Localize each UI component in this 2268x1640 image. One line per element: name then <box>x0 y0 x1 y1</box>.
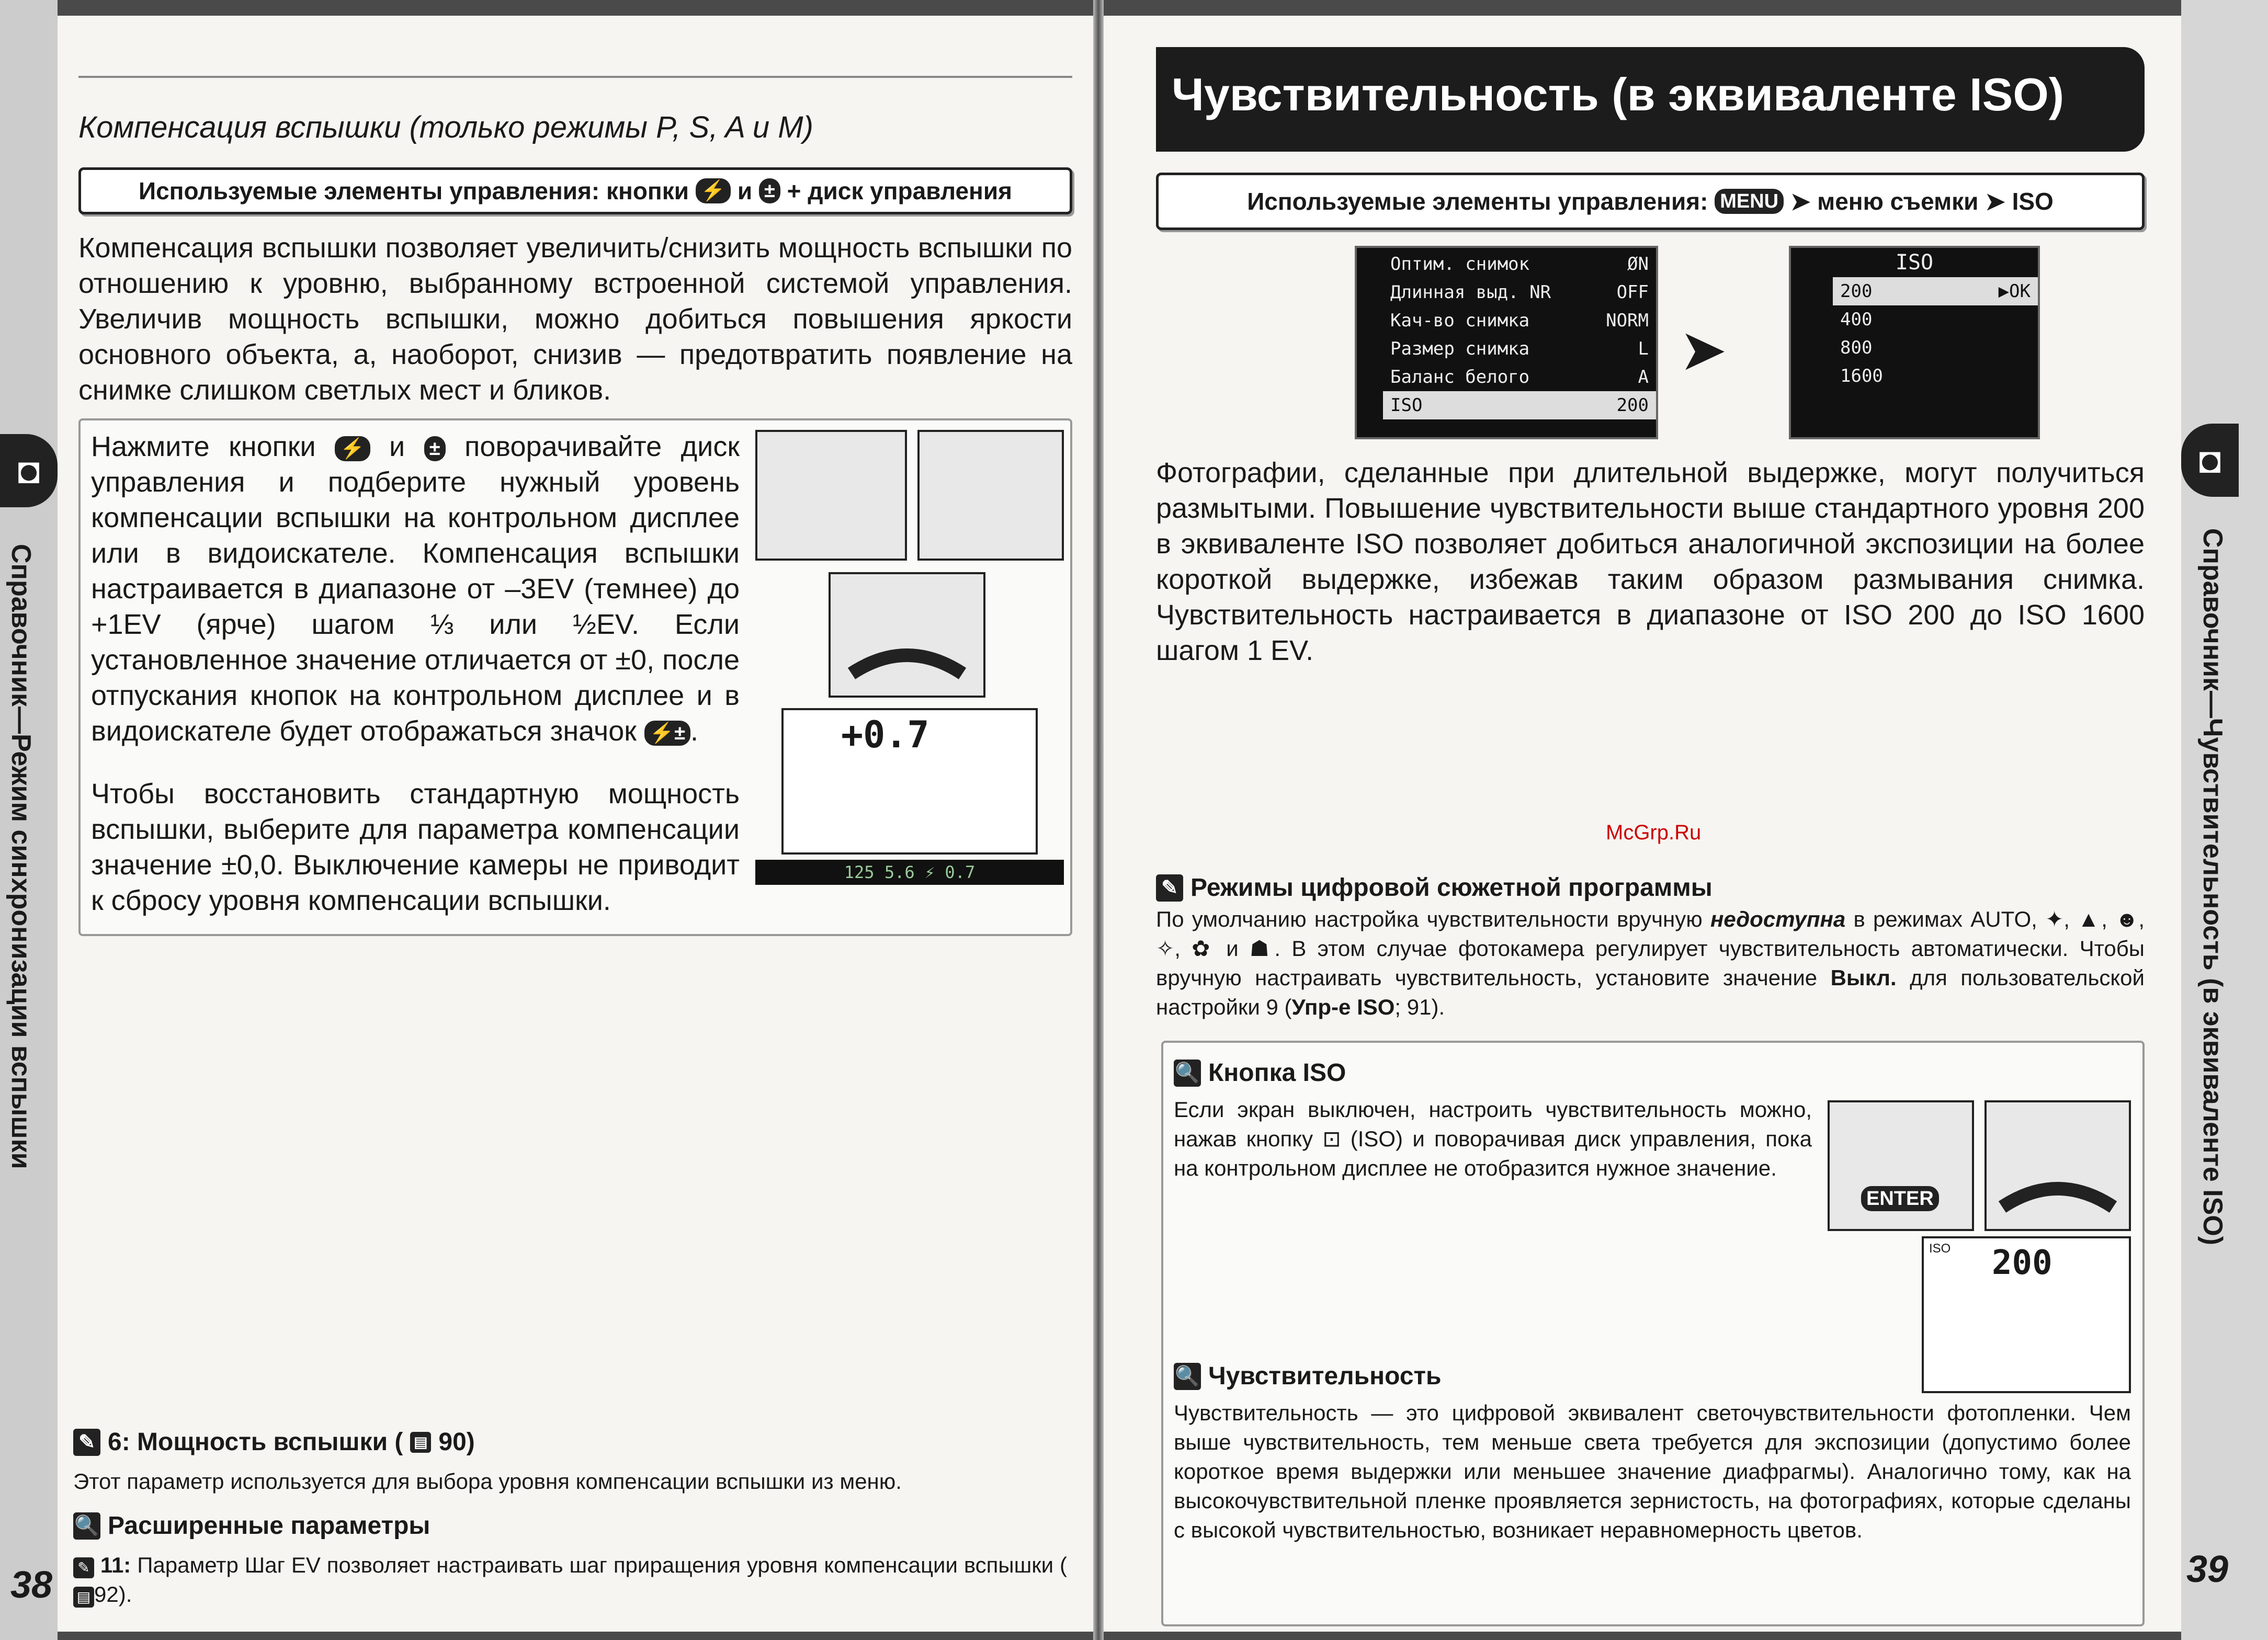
iso-option-label: 200 <box>1840 281 1873 302</box>
intro-paragraph: Компенсация вспышки позволяет увеличить/снизить мощность вспышки по отношению к уровню, выбранному встроенной системой управления. Увеличив мощность вспышки, можно добиться повышения яркости основного объекта, а, наоборот, снизив — предотвратить появление на снимке слишком светлых мест и бликов. <box>78 232 1072 406</box>
exposure-comp-button-icon: ± <box>424 436 446 461</box>
note1-page: 90) <box>438 1428 475 1456</box>
flash-comp-indicator-icon: ⚡± <box>644 721 690 746</box>
scene-text-1: По умолчанию настройка чувствительности вручную <box>1156 907 1703 931</box>
ok-indicator: ▶OK <box>1998 281 2031 302</box>
side-title-left: Справочник—Режим синхронизации вспышки <box>6 544 36 1169</box>
section-title: Компенсация вспышки (только режимы P, S, A и M) <box>78 110 813 144</box>
iso-lcd <box>1922 1236 2131 1393</box>
iso-menu-title: ISO <box>1895 250 1934 275</box>
menu-item-label: Размер снимка <box>1390 338 1530 359</box>
scene-modes-title <box>1156 873 1713 902</box>
watermark: McGrp.Ru <box>1606 821 1702 844</box>
iso-option[interactable] <box>1833 362 2038 390</box>
instruction-paragraph-2: Чтобы восстановить стандартную мощность вспышки, выберите для параметра компенсации значение ±0,0. Выключение камеры не приводит к сбросу уровня компенсации вспышки. <box>91 778 740 916</box>
camera-buttons-illustration <box>755 430 907 561</box>
menu-item-value: NORM <box>1606 310 1649 331</box>
page-title: Чувствительность (в эквиваленте ISO) <box>1156 47 2145 152</box>
exposure-comp-button-icon: ± <box>759 178 780 203</box>
iso-option[interactable] <box>1833 334 2038 362</box>
page-number-left: 38 <box>10 1564 53 1606</box>
intro-paragraph: Фотографии, сделанные при длительной выдержке, могут получиться размытыми. Повышение чувствительности выше стандартного уровня 200 в эквиваленте ISO позволяет добиться аналогичной экспозиции на более короткой выдержке, избежав таким образом размывания снимка. Чувствительность настраивается в диапазоне от ISO 200 до ISO 1600 шагом 1 EV. <box>1156 457 2145 666</box>
magnifier-icon: 🔍 <box>73 1512 100 1540</box>
menu-item-value: 200 <box>1616 395 1649 416</box>
controls-tail: ➤ меню съемки ➤ ISO <box>1790 188 2054 215</box>
lcd-value: +0.7 <box>841 713 929 756</box>
iso-button-title <box>1174 1058 1346 1087</box>
iso-btn-title-text: Кнопка ISO <box>1208 1059 1346 1087</box>
menu-item-label: Оптим. снимок <box>1390 254 1530 275</box>
enter-button-label: ENTER <box>1861 1186 1939 1211</box>
left-page <box>58 16 1093 1632</box>
menu-item-label: Длинная выд. NR <box>1390 282 1551 303</box>
shooting-menu-screen <box>1355 246 1658 439</box>
controls-bar <box>78 167 1072 214</box>
iso-button-illustration <box>1828 1100 1974 1231</box>
pencil-icon: ✎ <box>73 1557 94 1578</box>
p1-rest: поворачивайте диск управления и подберите нужный уровень компенсации вспышки на контрольном дисплее или в видоискателе. Компенсация вспышки настраивается в диапазоне от –3EV (темнее) до +1EV (ярче) шагом ⅓ или ½EV. Если установленное значение отличается от ±0, после отпускания кнопок на контрольном дисплее и в видоискателе будет отображаться значок <box>91 431 740 747</box>
page-number-right: 39 <box>2186 1548 2229 1590</box>
note2-page: 92). <box>94 1582 132 1607</box>
controls-and: и <box>737 177 753 204</box>
instruction-box <box>78 418 1072 936</box>
camera-buttons-illustration-2 <box>917 430 1064 561</box>
menu-item[interactable] <box>1383 250 1656 278</box>
menu-item-label: ISO <box>1390 395 1423 416</box>
sens-title-text: Чувствительность <box>1208 1362 1442 1390</box>
pencil-icon: ✎ <box>1156 874 1183 902</box>
top-rule <box>78 76 1072 78</box>
note-flash-power-text: Этот параметр используется для выбора уровня компенсации вспышки из меню. <box>73 1469 902 1494</box>
magnifier-icon: 🔍 <box>1174 1363 1201 1390</box>
note1-title-text: 6: Мощность вспышки ( <box>108 1428 403 1456</box>
iso-option-label: 400 <box>1840 309 1873 330</box>
page-ref-icon: ▤ <box>73 1587 94 1608</box>
menu-button-icon: MENU <box>1715 189 1784 214</box>
iso-option-label: 1600 <box>1840 366 1883 386</box>
p1-and: и <box>389 431 405 462</box>
note2-title-text: Расширенные параметры <box>108 1512 430 1540</box>
controls-bar <box>1156 173 2145 230</box>
menu-item[interactable] <box>1383 363 1656 391</box>
viewfinder-display: 125 5.6 ⚡ 0.7 <box>755 860 1064 885</box>
scene-bold: недоступна <box>1710 907 1846 931</box>
menu-item-value: OFF <box>1616 282 1649 303</box>
p1-start: Нажмите кнопки <box>91 431 316 462</box>
control-panel-lcd <box>781 708 1038 855</box>
side-title-right: Справочник—Чувствительность (в эквиваленте ISO) <box>2197 528 2228 1246</box>
pencil-icon: ✎ <box>73 1429 100 1456</box>
info-box <box>1161 1041 2145 1626</box>
command-dial-illustration <box>1984 1100 2131 1231</box>
scene-text-4: ; 91). <box>1394 995 1445 1019</box>
book-gutter <box>1093 0 1104 1640</box>
camera-tab-icon-left: ◘ <box>0 434 58 507</box>
scene-text-3: для пользовательской настройки 9 ( <box>1156 965 2145 1019</box>
menu-item[interactable] <box>1383 391 1656 419</box>
controls-tail: + диск управления <box>787 177 1012 204</box>
instruction-paragraph-1: Нажмите кнопки ⚡ и ± поворачивайте диск управления и подберите нужный уровень компенсации вспышки на контрольном дисплее или в видоискателе. Компенсация вспышки настраивается в диапазоне от –3EV (темнее) до +1EV (ярче) шагом ⅓ или ½EV. Если установленное значение отличается от ±0, после отпускания кнопок на контрольном дисплее и в видоискателе будет отображаться значок ⚡± . <box>91 431 740 747</box>
menu-item-label: Кач-во снимка <box>1390 310 1530 331</box>
flash-button-icon: ⚡ <box>696 178 731 203</box>
scene-bold2: Выкл. <box>1830 965 1897 990</box>
iso-menu-list <box>1791 277 2038 390</box>
sensitivity-title <box>1174 1362 1442 1391</box>
command-dial-illustration <box>829 572 985 698</box>
page-ref-icon: ▤ <box>410 1432 431 1453</box>
menu-item[interactable] <box>1383 306 1656 335</box>
camera-tab-icon-right: ◘ <box>2181 424 2239 497</box>
arrow-right-icon: ➤ <box>1679 318 1728 382</box>
note2-bold: 11: <box>100 1553 131 1577</box>
note-flash-power-title <box>73 1428 475 1456</box>
dial-arrow-icon <box>1987 1102 2129 1229</box>
note-advanced-title <box>73 1511 430 1540</box>
iso-lcd-label: ISO <box>1929 1242 1951 1256</box>
scene-text-2: в режимах AUTO, ✦, ▲, ☻, ✧, ✿ и ☗. В этом случае фотокамера регулирует чувствительность автоматически. Чтобы вручную настраивать чувствительность, установите значение <box>1156 907 2145 990</box>
iso-lcd-value: 200 <box>1992 1244 2052 1282</box>
controls-label: Используемые элементы управления: кнопки <box>139 177 689 204</box>
controls-label: Используемые элементы управления: <box>1247 188 1708 215</box>
magnifier-icon: 🔍 <box>1174 1060 1201 1087</box>
iso-option[interactable] <box>1833 277 2038 305</box>
menu-item-value: L <box>1638 338 1649 359</box>
menu-item-label: Баланс белого <box>1390 367 1530 388</box>
shooting-menu-list <box>1357 248 1656 419</box>
flash-button-icon: ⚡ <box>335 436 370 461</box>
iso-option[interactable] <box>1833 305 2038 334</box>
iso-button-text: Если экран выключен, настроить чувствительность можно, нажав кнопку ⊡ (ISO) и поворачивая диск управления, пока на контрольном дисплее не отобразится нужное значение. <box>1174 1097 1812 1180</box>
menu-item[interactable] <box>1383 335 1656 363</box>
menu-item-value: A <box>1638 367 1649 388</box>
note2-text: Параметр Шаг EV позволяет настраивать шаг приращения уровня компенсации вспышки ( <box>137 1553 1068 1577</box>
menu-item-value: ØN <box>1627 254 1649 275</box>
iso-option-label: 800 <box>1840 337 1873 358</box>
iso-menu-screen <box>1789 246 2040 439</box>
right-page <box>1104 16 2181 1632</box>
sensitivity-text: Чувствительность — это цифровой эквивалент светочувствительности фотопленки. Чем выше чувствительность, тем меньше света требуется для экспозиции (допустимо более короткое время выдержки или меньшее значение диафрагмы). Аналогично тому, как на высокочувствительной пленке проявляется зернистость, на фотографиях, которые сделаны с высокой чувствительностью, возникает неравномерность цветов. <box>1174 1400 2131 1542</box>
scene-title-text: Режимы цифровой сюжетной программы <box>1190 874 1713 902</box>
dial-arrow-icon <box>831 574 983 696</box>
scene-bold3: Упр-е ISO <box>1291 995 1395 1019</box>
note-advanced-text <box>73 1551 1067 1609</box>
scene-modes-text <box>1156 905 2145 1022</box>
menu-item[interactable] <box>1383 278 1656 306</box>
